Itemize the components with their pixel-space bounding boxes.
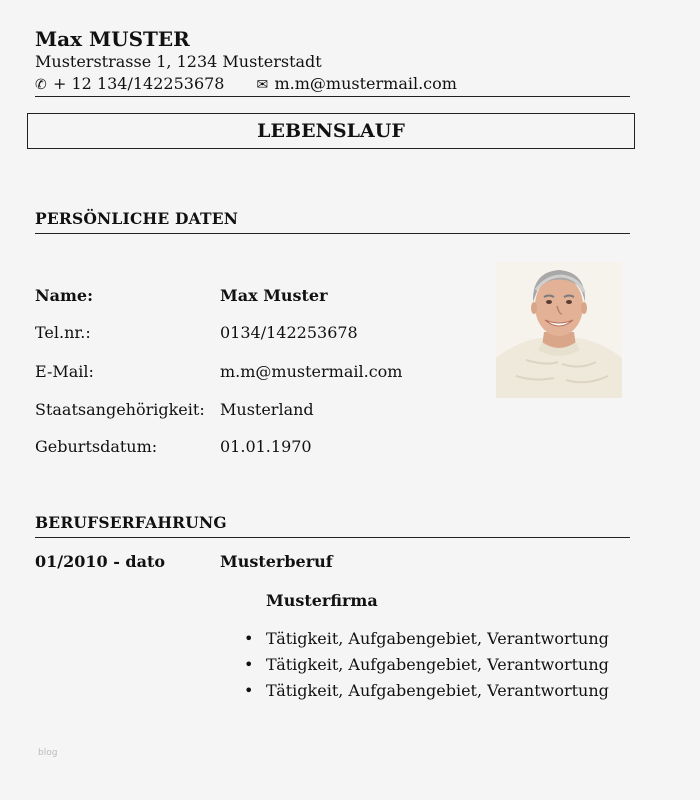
header-name: Max MUSTER	[35, 27, 190, 51]
experience-company: Musterfirma	[266, 591, 378, 610]
header-email: m.m@mustermail.com	[274, 74, 457, 93]
personal-value-name: Max Muster	[220, 286, 328, 305]
experience-task: Tätigkeit, Aufgabengebiet, Verantwortung	[266, 629, 609, 648]
phone-icon: ✆	[35, 77, 47, 93]
bullet-icon: •	[244, 629, 254, 648]
section-heading-personal: PERSÖNLICHE DATEN	[35, 209, 239, 228]
personal-label-email: E-Mail:	[35, 362, 94, 381]
section-heading-experience: BERUFSERFAHRUNG	[35, 513, 227, 532]
header-address: Musterstrasse 1, 1234 Musterstadt	[35, 52, 322, 71]
section-divider-experience	[35, 537, 630, 538]
watermark: blog	[38, 748, 58, 758]
personal-label-name: Name:	[35, 286, 94, 305]
experience-task: Tätigkeit, Aufgabengebiet, Verantwortung	[266, 681, 609, 700]
personal-value-nationality: Musterland	[220, 400, 314, 419]
personal-label-birthdate: Geburtsdatum:	[35, 437, 158, 456]
personal-value-email: m.m@mustermail.com	[220, 362, 403, 381]
bullet-icon: •	[244, 681, 254, 700]
experience-task: Tätigkeit, Aufgabengebiet, Verantwortung	[266, 655, 609, 674]
profile-photo	[496, 262, 622, 398]
header-divider	[35, 96, 630, 97]
personal-value-birthdate: 01.01.1970	[220, 437, 312, 456]
document-title: LEBENSLAUF	[27, 113, 635, 149]
personal-label-phone: Tel.nr.:	[35, 323, 91, 342]
header-contact	[35, 74, 457, 93]
section-divider-personal	[35, 233, 630, 234]
header-phone: + 12 134/142253678	[53, 74, 225, 93]
envelope-icon: ✉	[256, 77, 269, 93]
bullet-icon: •	[244, 655, 254, 674]
personal-label-nationality: Staatsangehörigkeit:	[35, 400, 205, 419]
experience-period: 01/2010 - dato	[35, 552, 166, 571]
experience-job-title: Musterberuf	[220, 552, 333, 571]
personal-value-phone: 0134/142253678	[220, 323, 358, 342]
